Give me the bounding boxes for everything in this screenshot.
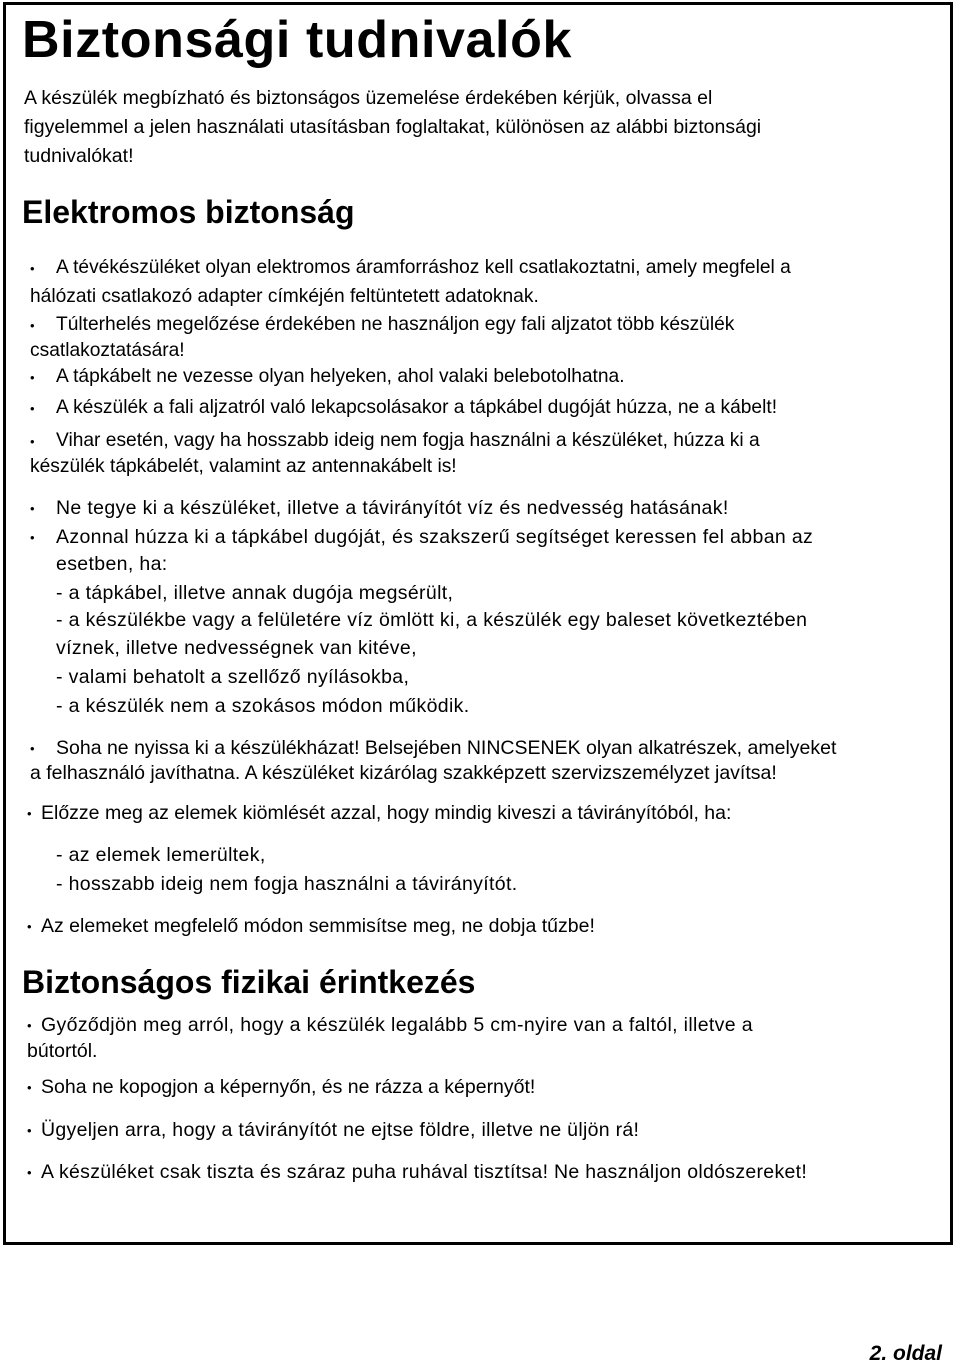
bullet-icon: • bbox=[30, 530, 35, 545]
bullet-icon: • bbox=[27, 806, 32, 821]
list-item-text: Ne tegye ki a készüléket, illetve a távirányítót víz és nedvesség hatásának! bbox=[56, 497, 729, 519]
page-number: 2. oldal bbox=[869, 1342, 942, 1365]
list-item-text: a felhasználó javíthatna. A készüléket kizárólag szakképzett szervizszemélyzet javítsa! bbox=[30, 762, 777, 784]
list-item-text: - a készülékbe vagy a felületére víz ömlött ki, a készülék egy baleset következtében bbox=[56, 609, 808, 631]
bullet-icon: • bbox=[27, 1123, 32, 1138]
bullet-icon: • bbox=[30, 401, 35, 416]
list-item-text: Vihar esetén, vagy ha hosszabb ideig nem fogja használni a készüléket, húzza ki a bbox=[56, 430, 760, 451]
intro-line: A készülék megbízható és biztonságos üzemelése érdekében kérjük, olvassa el bbox=[24, 87, 713, 109]
section-heading-electrical: Elektromos biztonság bbox=[22, 194, 355, 230]
list-item-text: A tápkábelt ne vezesse olyan helyeken, ahol valaki belebotolhatna. bbox=[56, 366, 625, 387]
list-item-text: - a készülék nem a szokásos módon működik. bbox=[56, 695, 470, 717]
intro-line: figyelemmel a jelen használati utasításban foglaltakat, különösen az alábbi biztonsági bbox=[24, 116, 762, 138]
section-heading-physical: Biztonságos fizikai érintkezés bbox=[22, 964, 476, 1000]
list-item-text: Soha ne nyissa ki a készülékházat! Belsejében NINCSENEK olyan alkatrészek, amelyeket bbox=[56, 737, 837, 759]
list-item-text: Előzze meg az elemek kiömlését azzal, hogy mindig kiveszi a távirányítóból, ha: bbox=[41, 802, 732, 824]
list-item-text: A tévékészüléket olyan elektromos áramforráshoz kell csatlakoztatni, amely megfelel a bbox=[56, 257, 791, 278]
bullet-icon: • bbox=[30, 370, 35, 385]
list-item-text: csatlakoztatására! bbox=[30, 340, 185, 361]
list-item-text: - hosszabb ideig nem fogja használni a távirányítót. bbox=[56, 873, 518, 895]
bullet-icon: • bbox=[30, 318, 35, 333]
bullet-icon: • bbox=[27, 919, 32, 934]
list-item-text: Az elemeket megfelelő módon semmisítse meg, ne dobja tűzbe! bbox=[41, 915, 595, 937]
list-item-text: hálózati csatlakozó adapter címkéjén feltüntetett adatoknak. bbox=[30, 286, 539, 307]
list-item-text: készülék tápkábelét, valamint az antennakábelt is! bbox=[30, 456, 457, 477]
list-item-text: Ügyeljen arra, hogy a távirányítót ne ejtse földre, illetve ne üljön rá! bbox=[41, 1119, 640, 1141]
list-item-text: Soha ne kopogjon a képernyőn, és ne rázza a képernyőt! bbox=[41, 1076, 536, 1098]
list-item-text: A készüléket csak tiszta és száraz puha ruhával tisztítsa! Ne használjon oldószereket! bbox=[41, 1161, 808, 1183]
page-title: Biztonsági tudnivalók bbox=[22, 11, 572, 69]
bullet-icon: • bbox=[27, 1165, 32, 1180]
list-item-text: Túlterhelés megelőzése érdekében ne használjon egy fali aljzatot több készülék bbox=[56, 314, 735, 335]
list-item-text: bútortól. bbox=[27, 1040, 98, 1062]
bullet-icon: • bbox=[30, 261, 35, 276]
list-item-text: - az elemek lemerültek, bbox=[56, 844, 266, 866]
list-item-text: - valami behatolt a szellőző nyílásokba, bbox=[56, 666, 410, 688]
bullet-icon: • bbox=[30, 434, 35, 449]
intro-line: tudnivalókat! bbox=[24, 145, 134, 167]
list-item-text: - a tápkábel, illetve annak dugója megsérült, bbox=[56, 582, 454, 604]
list-item-text: Azonnal húzza ki a tápkábel dugóját, és szakszerű segítséget keressen fel abban az bbox=[56, 526, 814, 548]
bullet-icon: • bbox=[30, 501, 35, 516]
bullet-icon: • bbox=[27, 1018, 32, 1033]
bullet-icon: • bbox=[27, 1080, 32, 1095]
bullet-icon: • bbox=[30, 741, 35, 756]
list-item-text: Győződjön meg arról, hogy a készülék legalább 5 cm-nyire van a faltól, illetve a bbox=[41, 1014, 753, 1036]
list-item-text: A készülék a fali aljzatról való lekapcsolásakor a tápkábel dugóját húzza, ne a kábelt! bbox=[56, 397, 778, 418]
list-item-text: esetben, ha: bbox=[56, 553, 168, 575]
list-item-text: víznek, illetve nedvességnek van kitéve, bbox=[56, 637, 417, 659]
